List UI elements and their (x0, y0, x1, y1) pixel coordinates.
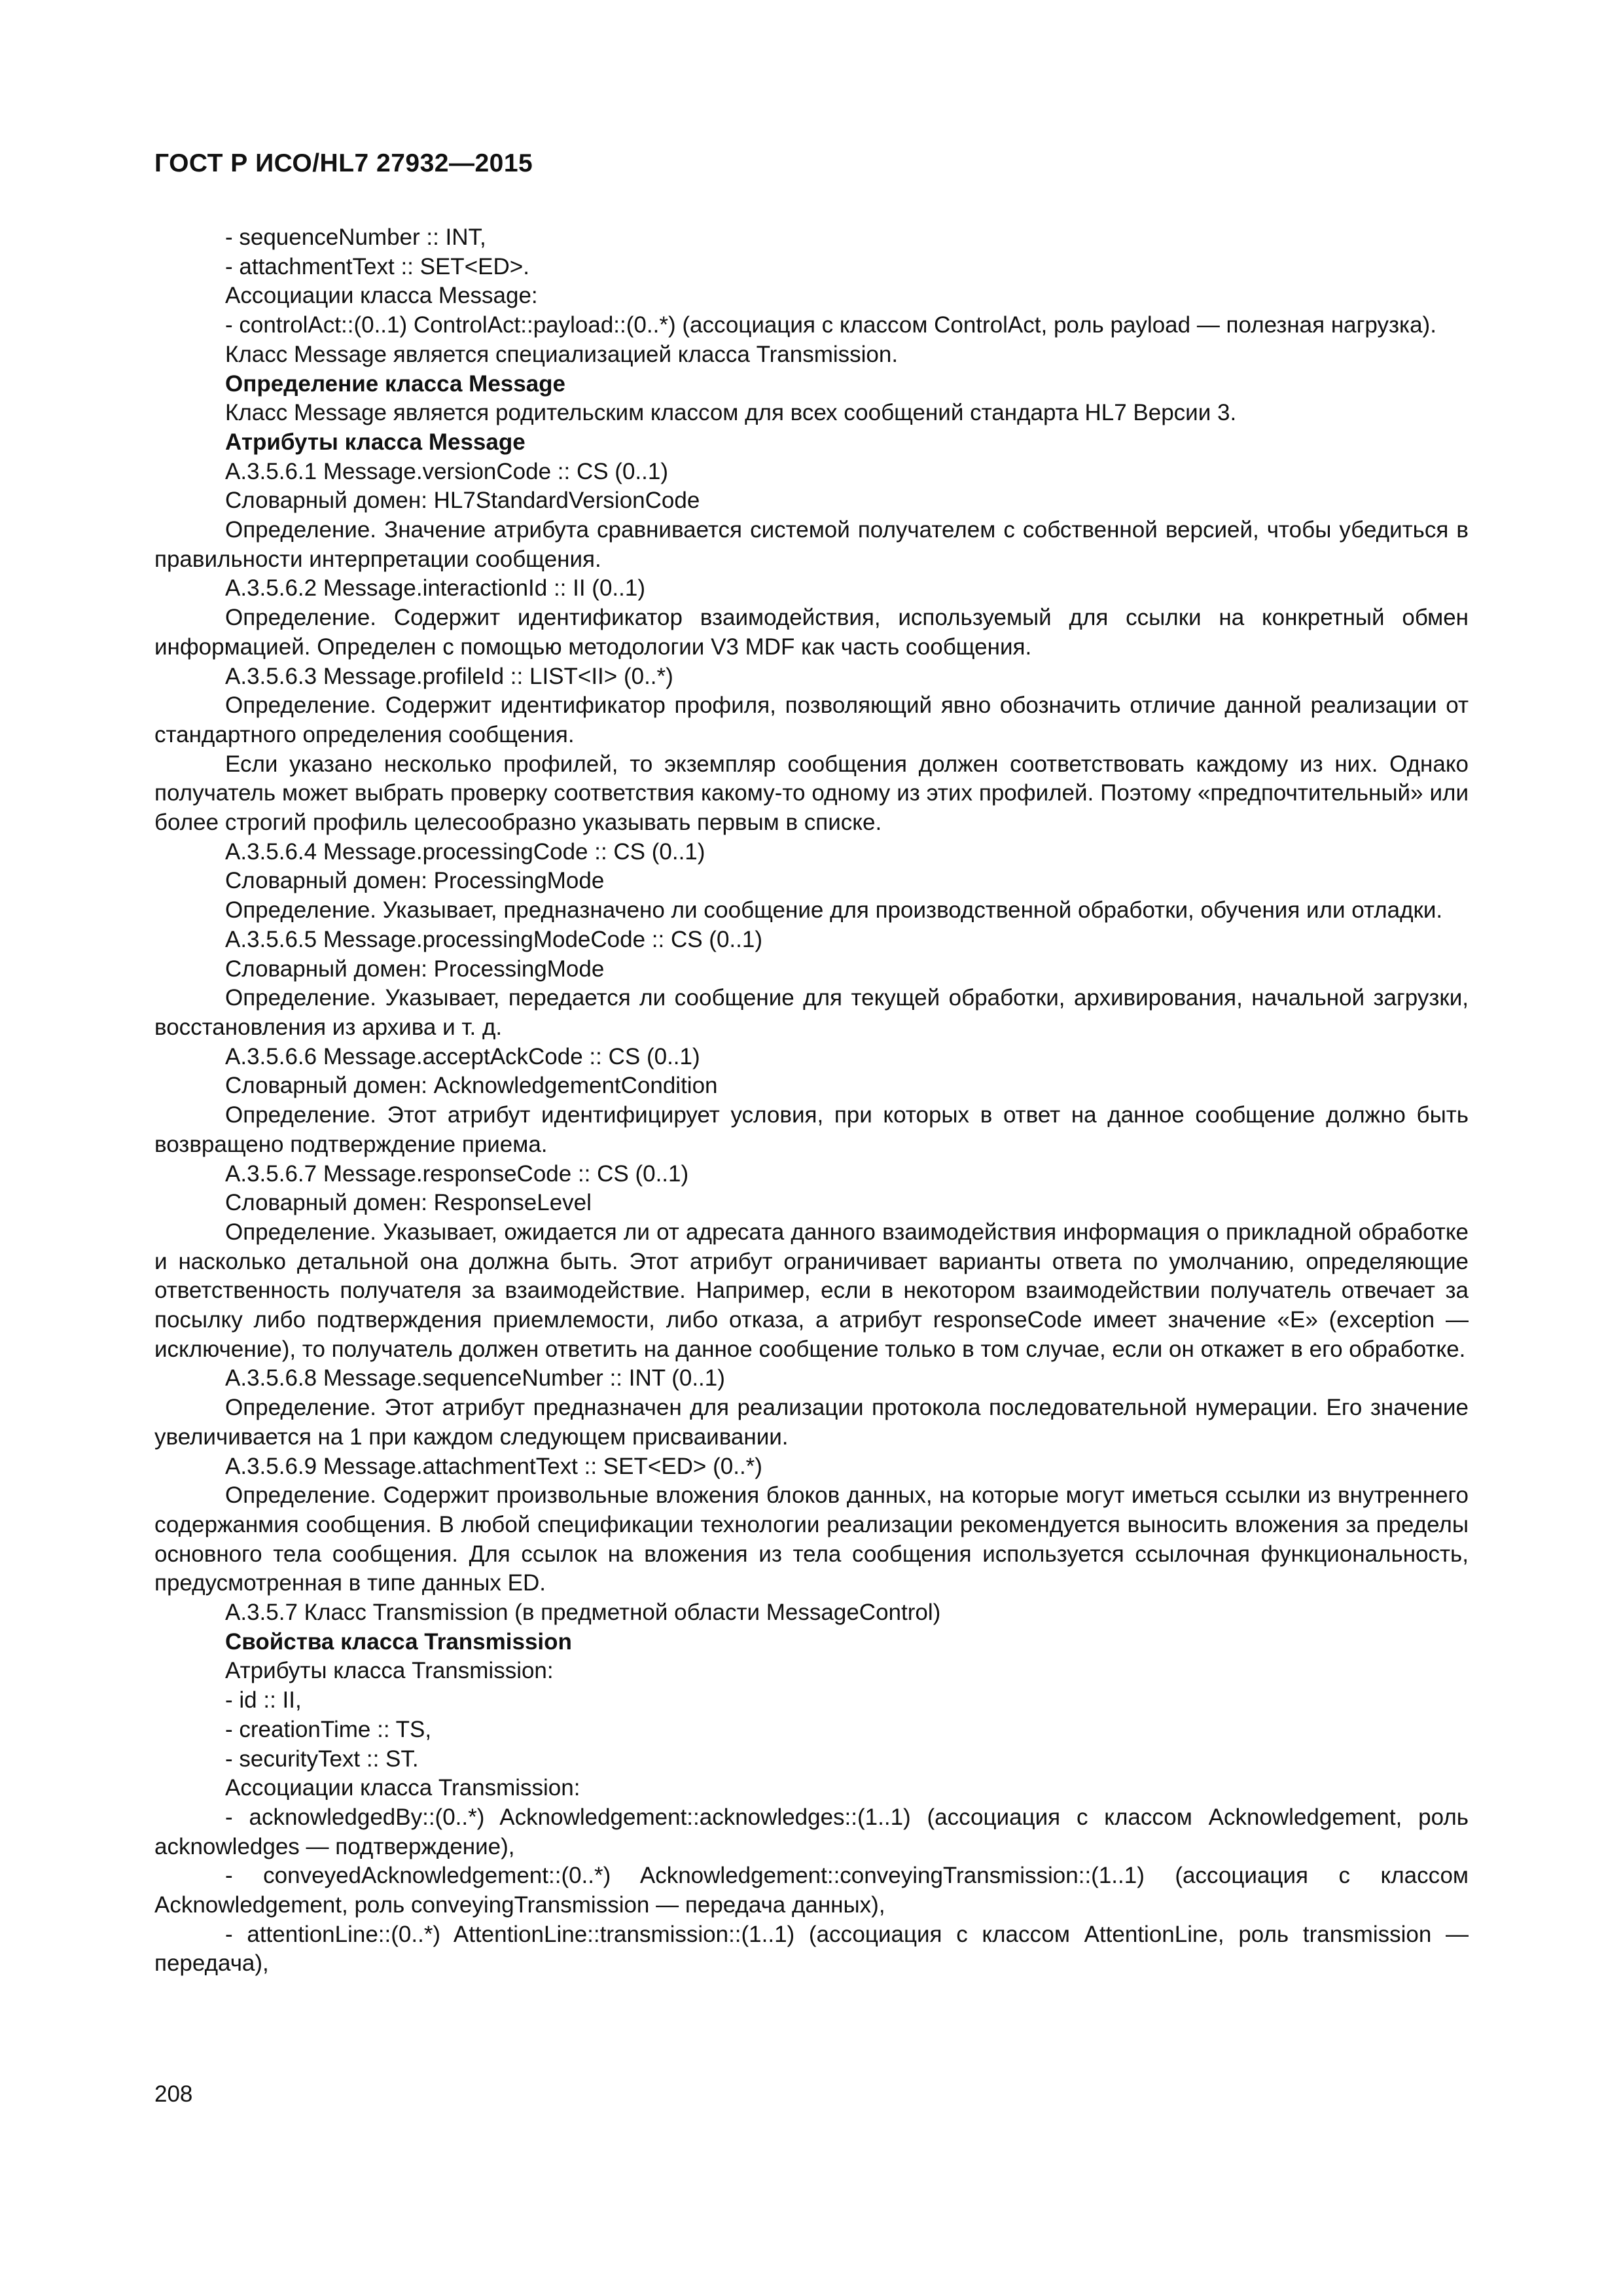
paragraph: A.3.5.6.3 Message.profileId :: LIST<II> (0..*) (225, 663, 673, 689)
paragraph: Словарный домен: AcknowledgementCondition (225, 1073, 718, 1099)
document-header: ГОСТ Р ИСО/HL7 27932—2015 (154, 149, 533, 177)
paragraph: - conveyedAcknowledgement::(0..*) Acknowledgement::conveyingTransmission::(1..1) (ассоциация с классом Acknowledgement, роль conveyingTransmission — передача данных), (154, 1863, 1469, 1918)
page-number: 208 (154, 2081, 193, 2107)
paragraph: Определение. Значение атрибута сравнивается системой получателем с собственной версией, чтобы убедиться в правильности интерпретации сообщения. (154, 517, 1469, 572)
paragraph: A.3.5.6.8 Message.sequenceNumber :: INT (0..1) (225, 1365, 725, 1391)
paragraph: Определение. Содержит идентификатор профиля, позволяющий явно обозначить отличие данной реализации от стандартного определения сообщения. (154, 692, 1469, 747)
paragraph: Ассоциации класса Message: (225, 283, 538, 309)
paragraph: - id :: II, (225, 1687, 302, 1713)
paragraph: A.3.5.6.4 Message.processingCode :: CS (0..1) (225, 838, 705, 865)
paragraph: Определение. Содержит произвольные вложения блоков данных, на которые могут иметься ссылки из внутреннего содержанмия сообщения. В любой спецификации технологии реализации рекомендуется выносить вложения за пределы основного тела сообщения. Для ссылок на вложения из тела сообщения используется ссылочная функциональность, предусмотренная в типе данных ED. (154, 1482, 1469, 1596)
paragraph: Определение. Указывает, ожидается ли от адресата данного взаимодействия информация о прикладной обработке и насколько детальной она должна быть. Этот атрибут ограничивает варианты ответа по умолчанию, определяющие ответственность получателя за взаимодействие. Например, если в некотором взаимодействии получатель отвечает за посылку либо подтверждения приемлемости, либо отказа, а атрибут responseCode имеет значение «E» (exception — исключение), то получатель должен ответить на данное сообщение только в том случае, если он откажет в его обработке. (154, 1219, 1469, 1362)
paragraph: Определение. Указывает, предназначено ли сообщение для производственной обработки, обучения или отладки. (225, 897, 1443, 924)
paragraph: - creationTime :: TS, (225, 1716, 432, 1742)
section-heading: Свойства класса Transmission (225, 1628, 572, 1655)
paragraph: A.3.5.6.2 Message.interactionId :: II (0..1) (225, 575, 645, 601)
paragraph: Словарный домен: ResponseLevel (225, 1190, 592, 1216)
paragraph: - attachmentText :: SET<ED>. (225, 253, 529, 279)
paragraph: - acknowledgedBy::(0..*) Acknowledgement::acknowledges::(1..1) (ассоциация с классом Acknowledgement, роль acknowledges — подтверждение), (154, 1804, 1469, 1859)
paragraph: Определение. Содержит идентификатор взаимодействия, используемый для ссылки на конкретный обмен информацией. Определен с помощью методологии V3 MDF как часть сообщения. (154, 605, 1469, 660)
body-text (154, 223, 1469, 1979)
paragraph: A.3.5.6.1 Message.versionCode :: CS (0..1) (225, 458, 668, 484)
paragraph: A.3.5.6.9 Message.attachmentText :: SET<ED> (0..*) (225, 1453, 762, 1479)
section-heading: Атрибуты класса Message (225, 429, 526, 455)
paragraph: Определение. Указывает, передается ли сообщение для текущей обработки, архивирования, начальной загрузки, восстановления из архива и т. д. (154, 985, 1469, 1040)
section-heading: Определение класса Message (225, 370, 566, 397)
paragraph: Класс Message является специализацией класса Transmission. (225, 341, 899, 367)
paragraph: A.3.5.7 Класс Transmission (в предметной области MessageControl) (225, 1600, 941, 1626)
paragraph: A.3.5.6.7 Message.responseCode :: CS (0..1) (225, 1160, 689, 1187)
paragraph: - attentionLine::(0..*) AttentionLine::transmission::(1..1) (ассоциация с классом AttentionLine, роль transmission — передача), (154, 1921, 1469, 1977)
paragraph: Класс Message является родительским классом для всех сообщений стандарта HL7 Версии 3. (225, 400, 1237, 426)
paragraph: Если указано несколько профилей, то экземпляр сообщения должен соответствовать каждому из них. Однако получатель может выбрать проверку соответствия какому-то одному из этих профилей. Поэтому «предпочтительный» или более строгий профиль целесообразно указывать первым в списке. (154, 751, 1469, 836)
paragraph: - securityText :: ST. (225, 1746, 419, 1772)
paragraph: Словарный домен: ProcessingMode (225, 956, 605, 982)
paragraph: Словарный домен: ProcessingMode (225, 868, 605, 894)
paragraph: A.3.5.6.5 Message.processingModeCode :: CS (0..1) (225, 926, 762, 952)
paragraph: Определение. Этот атрибут предназначен для реализации протокола последовательной нумерации. Его значение увеличивается на 1 при каждом следующем присваивании. (154, 1395, 1469, 1450)
paragraph: - controlAct::(0..1) ControlAct::payload::(0..*) (ассоциация с классом ControlAct, роль payload — полезная нагрузка). (225, 312, 1436, 338)
paragraph: A.3.5.6.6 Message.acceptAckCode :: CS (0..1) (225, 1043, 700, 1069)
paragraph: Словарный домен: HL7StandardVersionCode (225, 488, 700, 514)
paragraph: Определение. Этот атрибут идентифицирует условия, при которых в ответ на данное сообщение должно быть возвращено подтверждение приема. (154, 1102, 1469, 1157)
paragraph: Ассоциации класса Transmission: (225, 1775, 580, 1801)
paragraph: Атрибуты класса Transmission: (225, 1658, 554, 1684)
paragraph: - sequenceNumber :: INT, (225, 224, 486, 250)
